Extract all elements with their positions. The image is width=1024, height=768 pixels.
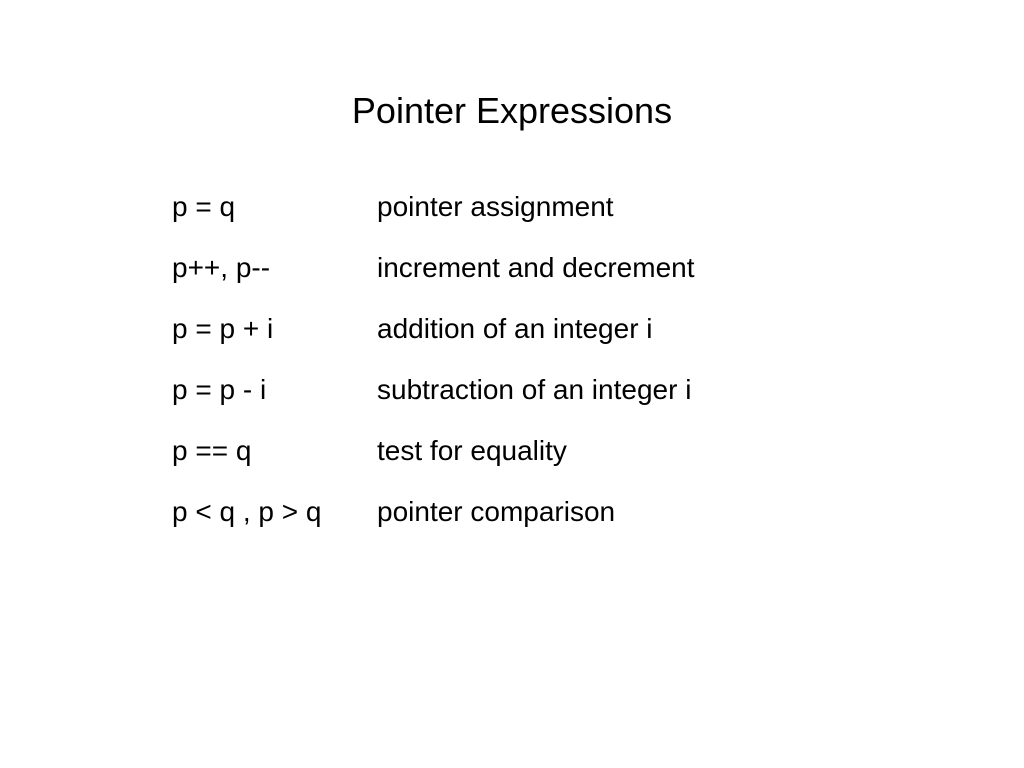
description-cell: test for equality	[377, 435, 567, 466]
slide-title: Pointer Expressions	[351, 90, 673, 131]
expression-cell: p = p - i	[172, 374, 267, 405]
description-cell: pointer assignment	[377, 191, 614, 222]
description-cell: increment and decrement	[377, 252, 695, 283]
description-cell: addition of an integer i	[377, 313, 653, 344]
expression-cell: p = p + i	[172, 313, 274, 344]
expression-cell: p < q , p > q	[172, 496, 322, 527]
description-cell: pointer comparison	[377, 496, 616, 527]
expression-cell: p++, p--	[172, 252, 271, 283]
expression-cell: p == q	[172, 435, 252, 466]
expression-cell: p = q	[172, 191, 236, 222]
description-cell: subtraction of an integer i	[377, 374, 692, 405]
